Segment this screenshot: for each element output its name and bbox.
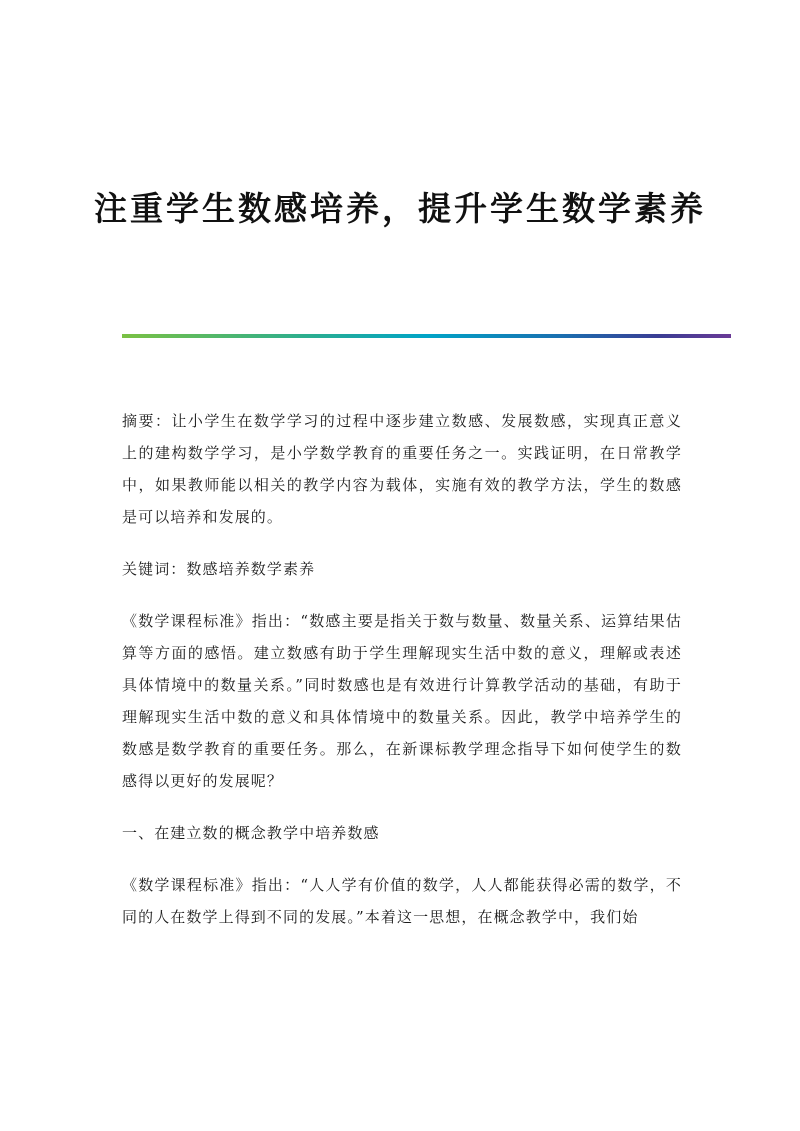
abstract-paragraph: 摘要：让小学生在数学学习的过程中逐步建立数感、发展数感，实现真正意义上的建构数学学习，是小学数学教育的重要任务之一。实践证明，在日常教学中，如果教师能以相关的教学内容为载体，实施有效的教学方法，学生的数感是可以培养和发展的。 (122, 412, 682, 526)
body-paragraph: 《数学课程标准》指出：“人人学有价值的数学，人人都能获得必需的数学，不同的人在数学上得到不同的发展。”本着这一思想，在概念教学中，我们始 (122, 876, 682, 926)
section-heading: 一、在建立数的概念教学中培养数感 (122, 824, 380, 842)
document-body (122, 405, 682, 953)
keywords-paragraph: 关键词：数感培养数学素养 (122, 560, 316, 578)
body-paragraph: 《数学课程标准》指出：“数感主要是指关于数与数量、数量关系、运算结果估算等方面的感悟。建立数感有助于学生理解现实生活中数的意义，理解或表述具体情境中的数量关系。”同时数感也是有效进行计算教学活动的基础，有助于理解现实生活中数的意义和具体情境中的数量关系。因此，教学中培养学生的数感是数学教育的重要任务。那么，在新课标教学理念指导下如何使学生的数感得以更好的发展呢？ (122, 612, 682, 790)
document-title: 注重学生数感培养，提升学生数学素养 (94, 189, 706, 228)
title-divider (122, 334, 731, 338)
